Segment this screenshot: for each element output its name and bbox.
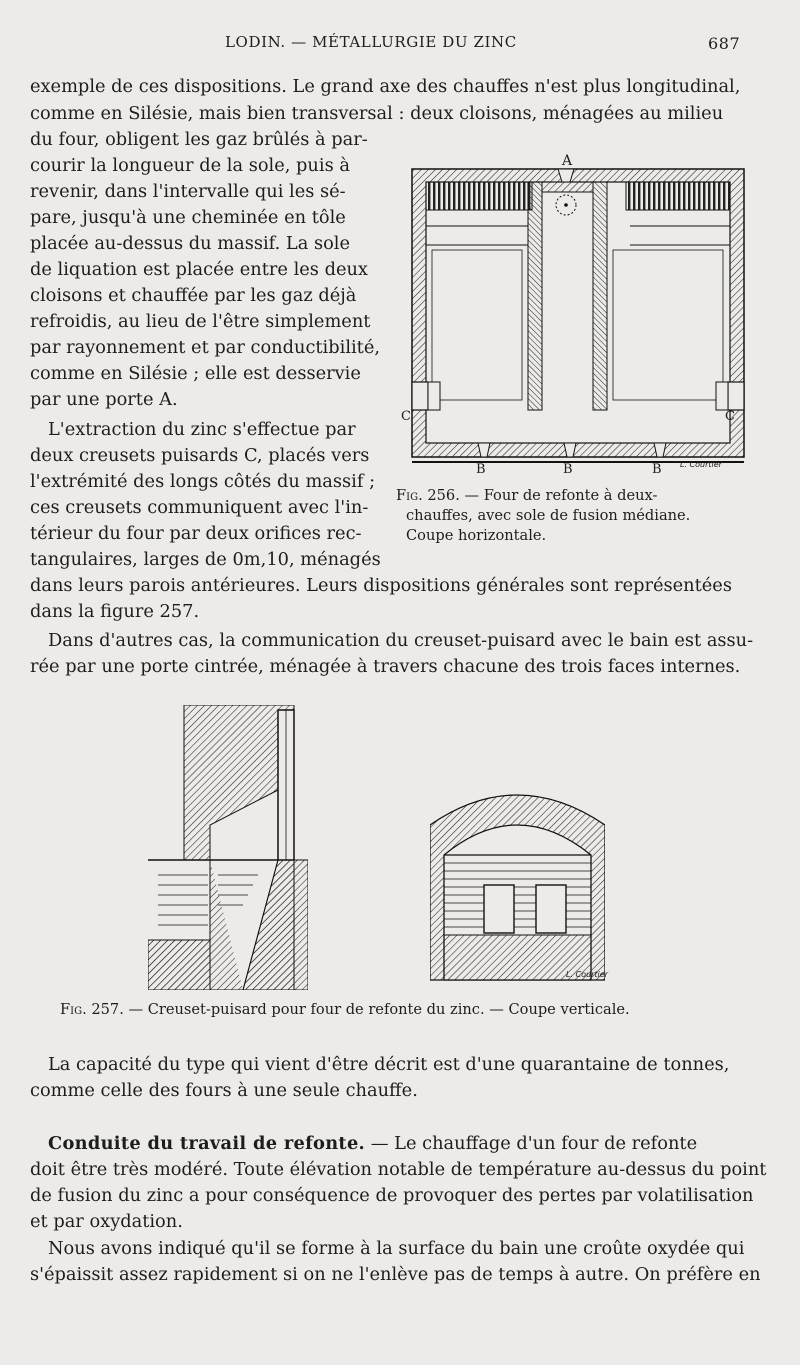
figure-256-signature: L. Courtier — [680, 460, 722, 469]
section-heading-line — [48, 1133, 697, 1155]
text-line: dans leurs parois antérieures. Leurs dispositions générales sont représentées — [30, 575, 732, 596]
text-line: rée par une porte cintrée, ménagée à travers chacune des trois faces internes. — [30, 656, 741, 677]
text-line: de fusion du zinc a pour conséquence de provoquer des pertes par volatilisation — [30, 1185, 754, 1206]
text-line: cloisons et chauffée par les gaz déjà — [30, 285, 357, 306]
text-line: térieur du four par deux orifices rec- — [30, 523, 362, 544]
text-line: l'extrémité des longs côtés du massif ; — [30, 471, 376, 492]
text-line: exemple de ces dispositions. Le grand axe des chauffes n'est plus longitudinal, — [30, 76, 741, 97]
text-line: La capacité du type qui vient d'être décrit est d'une quarantaine de tonnes, — [48, 1054, 730, 1075]
text-line: comme en Silésie ; elle est desservie — [30, 363, 361, 384]
running-header — [0, 33, 800, 57]
figure-257-caption — [60, 1000, 630, 1020]
figure-257-right-drawing — [430, 785, 605, 985]
text-line: doit être très modéré. Toute élévation notable de température au-dessus du point — [30, 1159, 767, 1180]
text-fragment: — Le chauffage d'un four de refonte — [370, 1133, 698, 1154]
fig-256-caption-line: Coupe horizontale. — [406, 527, 547, 544]
running-title: LODIN. — MÉTALLURGIE DU ZINC — [225, 33, 517, 51]
text-line: revenir, dans l'intervalle qui les sé- — [30, 181, 346, 202]
text-line: refroidis, au lieu de l'être simplement — [30, 311, 371, 332]
section-heading: Conduite du travail de refonte. — [48, 1133, 366, 1154]
label-c-right: C — [725, 409, 735, 424]
text-line: tangulaires, larges de 0m,10, ménagés — [30, 549, 381, 570]
text-line: placée au-dessus du massif. La sole — [30, 233, 351, 254]
fig-256-caption-line: chauffes, avec sole de fusion médiane. — [406, 507, 691, 524]
figure-257-left-drawing — [148, 705, 308, 990]
page-number: 687 — [708, 34, 741, 53]
figure-257-signature: L. Courtier — [566, 970, 608, 979]
text-line: et par oxydation. — [30, 1211, 183, 1232]
text-line: par rayonnement et par conductibilité, — [30, 337, 381, 358]
fig-257-caption-text: — Creuset-puisard pour four de refonte du zinc. — Coupe verticale. — [128, 1001, 630, 1018]
label-b: B — [476, 462, 486, 477]
text-line: comme en Silésie, mais bien transversal : deux cloisons, ménagées au milieu — [30, 103, 724, 124]
text-line: Dans d'autres cas, la communication du creuset-puisard avec le bain est assu- — [48, 630, 754, 651]
text-line: par une porte A. — [30, 389, 178, 410]
label-b: B — [563, 462, 573, 477]
text-line: s'épaissit assez rapidement si on ne l'enlève pas de temps à autre. On préfère en — [30, 1264, 761, 1285]
text-line: du four, obligent les gaz brûlés à par- — [30, 129, 368, 150]
label-b: B — [652, 462, 662, 477]
text-line: Nous avons indiqué qu'il se forme à la surface du bain une croûte oxydée qui — [48, 1238, 745, 1259]
figure-256-drawing — [398, 150, 748, 475]
fig-257-label: Fig. 257. — [60, 1001, 124, 1018]
text-line: deux creusets puisards C, placés vers — [30, 445, 370, 466]
label-a: A — [562, 153, 573, 169]
text-line: L'extraction du zinc s'effectue par — [48, 419, 356, 440]
text-line: comme celle des fours à une seule chauffe. — [30, 1080, 418, 1101]
text-line: dans la figure 257. — [30, 601, 200, 622]
text-line: pare, jusqu'à une cheminée en tôle — [30, 207, 346, 228]
text-line: de liquation est placée entre les deux — [30, 259, 368, 280]
fig-256-label: Fig. 256. — [396, 487, 460, 504]
fig-256-caption-line: — Four de refonte à deux- — [464, 487, 658, 504]
text-line: courir la longueur de la sole, puis à — [30, 155, 350, 176]
label-c-left: C — [401, 409, 411, 424]
text-line: ces creusets communiquent avec l'in- — [30, 497, 369, 518]
